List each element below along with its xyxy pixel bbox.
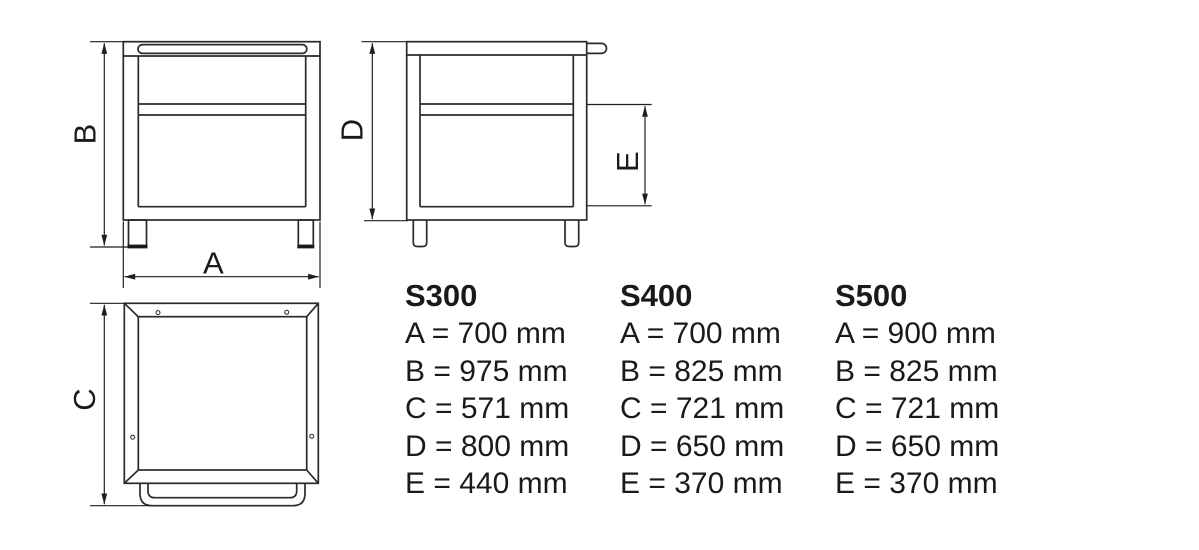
spec-column-title: S300 — [405, 278, 478, 313]
side-left-leg — [413, 220, 426, 247]
top-handle-outer — [140, 483, 305, 505]
side-body-outline — [407, 42, 587, 220]
top-miter-bottom-left — [124, 470, 138, 483]
side-view — [335, 42, 652, 247]
top-view — [67, 303, 318, 505]
dim-label-a: A — [202, 245, 224, 281]
dim-label-d: D — [334, 118, 370, 142]
top-screw-hole-4 — [310, 434, 314, 438]
top-miter-top-left — [124, 303, 138, 316]
dim-label-c: C — [67, 388, 102, 411]
spec-row-d: D = 800 mm — [405, 429, 570, 463]
front-left-leg — [129, 220, 147, 246]
spec-row-a: A = 700 mm — [620, 317, 781, 350]
top-outer-frame — [124, 303, 318, 483]
spec-row-d: D = 650 mm — [835, 429, 1000, 463]
front-body-outline — [123, 42, 320, 220]
spec-row-d: D = 650 mm — [620, 429, 785, 463]
spec-row-b: B = 825 mm — [835, 354, 998, 388]
front-handle-slot — [138, 45, 307, 54]
spec-row-e: E = 440 mm — [405, 467, 568, 500]
spec-row-a: A = 700 mm — [405, 317, 566, 350]
side-push-handle — [587, 43, 607, 53]
top-screw-hole-3 — [131, 435, 135, 439]
front-right-leg — [298, 220, 313, 246]
front-view — [68, 42, 321, 288]
spec-row-a: A = 900 mm — [835, 317, 996, 350]
top-screw-hole-1 — [156, 311, 160, 315]
side-right-leg — [565, 220, 579, 247]
spec-row-b: B = 825 mm — [620, 354, 783, 388]
dim-label-e: E — [610, 151, 645, 173]
top-screw-hole-2 — [285, 310, 289, 314]
spec-row-b: B = 975 mm — [405, 354, 568, 388]
spec-row-e: E = 370 mm — [835, 467, 998, 500]
spec-row-c: C = 721 mm — [620, 392, 785, 425]
top-miter-bottom-right — [307, 470, 319, 483]
spec-row-c: C = 721 mm — [835, 392, 1000, 425]
top-handle-inner — [148, 483, 297, 497]
spec-column-title: S500 — [835, 278, 908, 313]
spec-row-c: C = 571 mm — [405, 392, 570, 425]
top-miter-top-right — [307, 303, 319, 316]
top-inner-frame — [138, 317, 306, 470]
spec-column-title: S400 — [620, 278, 693, 313]
spec-row-e: E = 370 mm — [620, 467, 783, 500]
dim-label-b: B — [67, 123, 103, 145]
